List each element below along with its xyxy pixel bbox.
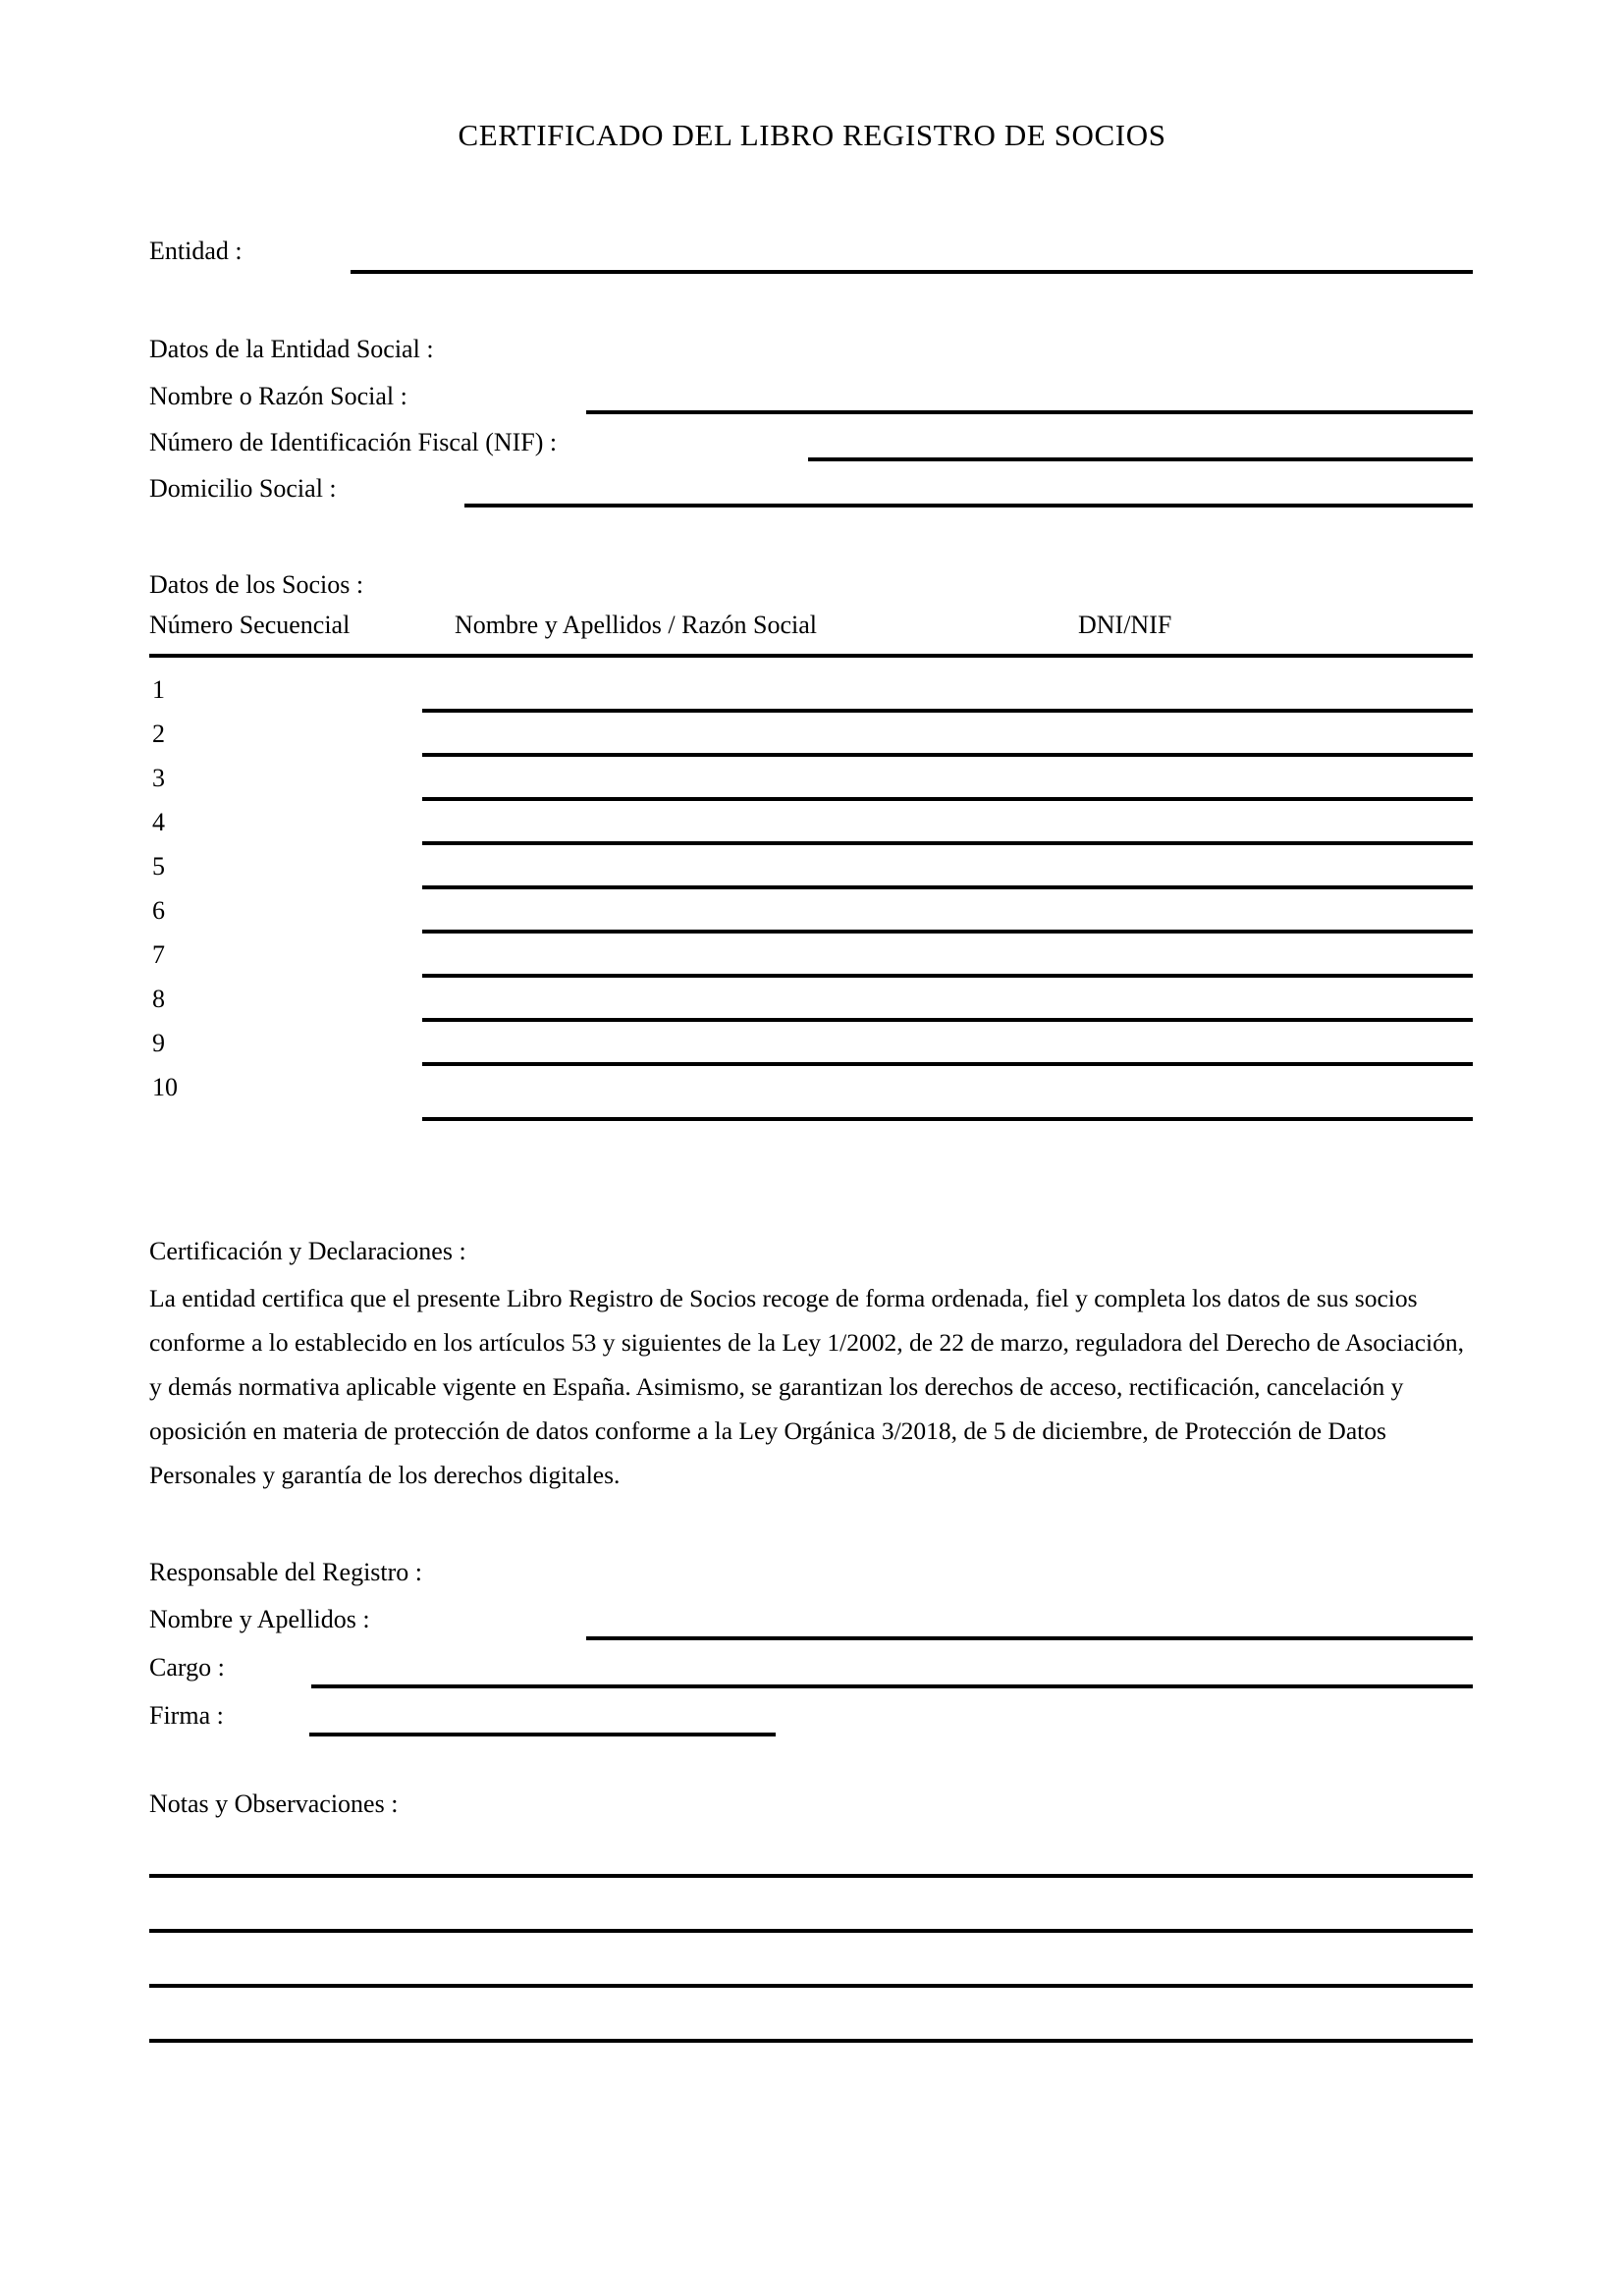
table-row-input-line[interactable] — [422, 1062, 1473, 1066]
table-row-number: 7 — [152, 940, 165, 969]
page-title: CERTIFICADO DEL LIBRO REGISTRO DE SOCIOS — [458, 118, 1166, 152]
table-row-number: 4 — [152, 808, 165, 836]
table-row-input-line[interactable] — [422, 930, 1473, 934]
entity-section-heading: Datos de la Entidad Social : — [149, 335, 434, 363]
nombre-razon-social-input-line[interactable] — [586, 410, 1473, 414]
table-row-number: 3 — [152, 764, 165, 792]
notes-section-heading: Notas y Observaciones : — [149, 1789, 399, 1818]
nif-label: Número de Identificación Fiscal (NIF) : — [149, 428, 558, 456]
table-row-number: 2 — [152, 720, 165, 748]
responsable-nombre-apellidos-label: Nombre y Apellidos : — [149, 1605, 370, 1633]
entidad-label: Entidad : — [149, 237, 243, 265]
column-header-dni-nif: DNI/NIF — [1078, 611, 1172, 639]
table-row-input-line[interactable] — [422, 797, 1473, 801]
domicilio-social-input-line[interactable] — [464, 504, 1473, 507]
table-row-number: 6 — [152, 896, 165, 925]
table-row-input-line[interactable] — [422, 1117, 1473, 1121]
table-row-number: 5 — [152, 852, 165, 881]
members-table-header-rule — [149, 654, 1473, 658]
table-row-input-line[interactable] — [422, 974, 1473, 978]
members-section-heading: Datos de los Socios : — [149, 570, 364, 599]
firma-label: Firma : — [149, 1701, 224, 1730]
cargo-input-line[interactable] — [311, 1684, 1473, 1688]
nif-input-line[interactable] — [808, 457, 1473, 461]
table-row-input-line[interactable] — [422, 885, 1473, 889]
column-header-nombre-apellidos: Nombre y Apellidos / Razón Social — [455, 611, 818, 639]
domicilio-social-label: Domicilio Social : — [149, 474, 337, 503]
notes-input-line[interactable] — [149, 2039, 1473, 2043]
table-row-number: 9 — [152, 1029, 165, 1057]
table-row-number: 8 — [152, 985, 165, 1013]
entidad-input-line[interactable] — [351, 270, 1473, 274]
nombre-razon-social-label: Nombre o Razón Social : — [149, 382, 407, 410]
table-row-input-line[interactable] — [422, 841, 1473, 845]
notes-input-line[interactable] — [149, 1984, 1473, 1988]
notes-input-line[interactable] — [149, 1929, 1473, 1933]
certification-body-text: La entidad certifica que el presente Libro Registro de Socios recoge de forma ordenada, fiel y completa los datos de sus socios conforme a lo establecido en los artículos 53 y siguientes de la Ley 1/2002, de 22 de marzo, reguladora del Derecho de Asociación, y demás normativa aplicable vigente en España. Asimismo, se garantizan los derechos de acceso, rectificación, cancelación y oposición en materia de protección de datos conforme a la Ley Orgánica 3/2018, de 5 de diciembre, de Protección de Datos Personales y garantía de los derechos digitales. — [149, 1284, 1465, 1489]
notes-input-line[interactable] — [149, 1874, 1473, 1878]
table-row-input-line[interactable] — [422, 753, 1473, 757]
certification-heading: Certificación y Declaraciones : — [149, 1237, 466, 1265]
column-header-numero-secuencial: Número Secuencial — [149, 611, 351, 639]
responsible-section-heading: Responsable del Registro : — [149, 1558, 423, 1586]
responsable-nombre-apellidos-input-line[interactable] — [586, 1636, 1473, 1640]
table-row-input-line[interactable] — [422, 1018, 1473, 1022]
table-row-number: 10 — [152, 1073, 178, 1101]
table-row-input-line[interactable] — [422, 709, 1473, 713]
cargo-label: Cargo : — [149, 1653, 225, 1682]
firma-input-line[interactable] — [309, 1733, 776, 1736]
table-row-number: 1 — [152, 675, 165, 704]
